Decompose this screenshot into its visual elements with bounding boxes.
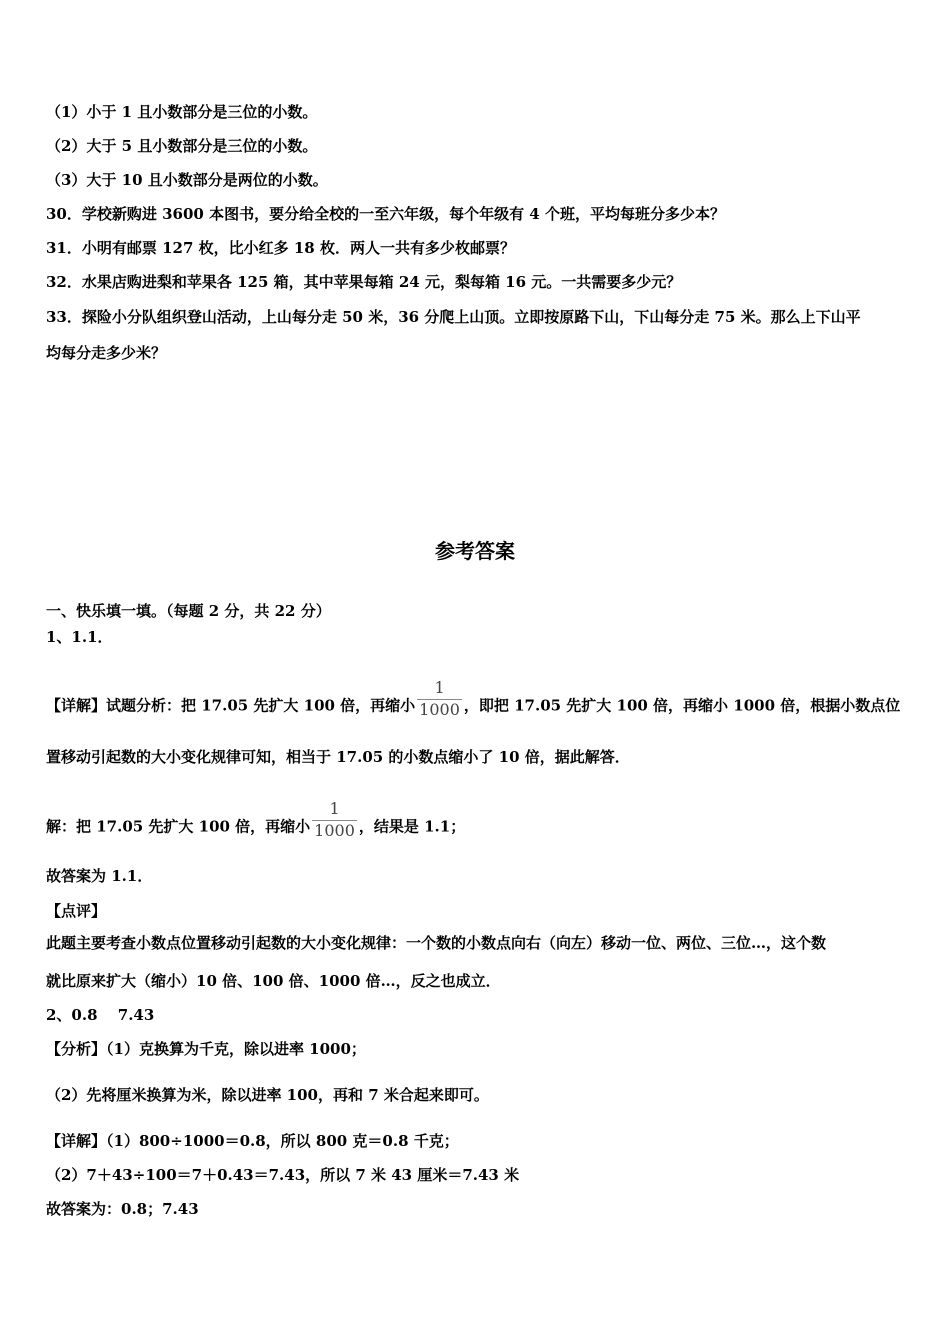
question-33-line-1: 33．探险小分队组织登山活动，上山每分走 50 米，36 分爬上山顶。立即按原路下山，下山每分走 75 米。那么上下山平 [46, 308, 861, 326]
fraction-one-thousandth [312, 798, 357, 841]
fraction-denominator: 1000 [419, 700, 460, 719]
answer-1-solution [46, 799, 466, 849]
answer-1-comment-line-1: 此题主要考查小数点位置移动引起数的大小变化规律：一个数的小数点向右（向左）移动一位、两位、三位…，这个数 [46, 934, 827, 952]
answer-1-detail-line-2: 置移动引起数的大小变化规律可知，相当于 17.05 的小数点缩小了 10 倍，据此解答． [46, 748, 630, 766]
question-31: 31．小明有邮票 127 枚，比小红多 18 枚．两人一共有多少枚邮票？ [46, 239, 515, 257]
answer-2-conclusion: 故答案为：0.8；7.43 [46, 1200, 199, 1218]
answer-1-detail-line-1 [46, 678, 901, 728]
question-29-part-1: （1）小于 1 且小数部分是三位的小数。 [46, 103, 318, 121]
answer-1-solution-text-b: ，结果是 1.1； [358, 817, 466, 836]
answer-2-head: 2、0.8 7.43 [46, 1006, 155, 1024]
answer-1-solution-text-a: 解：把 17.05 先扩大 100 倍，再缩小 [46, 817, 311, 836]
fraction-denominator: 1000 [314, 821, 355, 840]
answer-2-analysis-1: 【分析】（1）克换算为千克，除以进率 1000； [46, 1040, 366, 1058]
question-33-line-2: 均每分走多少米？ [46, 344, 167, 362]
answers-title: 参考答案 [435, 539, 515, 563]
answer-2-detail-1: 【详解】（1）800÷1000＝0.8，所以 800 克＝0.8 千克； [46, 1132, 459, 1150]
question-30: 30．学校新购进 3600 本图书，要分给全校的一至六年级，每个年级有 4 个班，平均每班分多少本？ [46, 205, 725, 223]
answer-1-head: 1、1.1． [46, 628, 113, 646]
answer-1-detail-text-b: ，即把 17.05 先扩大 100 倍，再缩小 1000 倍，根据小数点位 [463, 696, 901, 715]
answer-2-analysis-2: （2）先将厘米换算为米，除以进率 100，再和 7 米合起来即可。 [46, 1086, 489, 1104]
question-29-part-3: （3）大于 10 且小数部分是两位的小数。 [46, 171, 328, 189]
answer-2-detail-2: （2）7＋43÷100＝7＋0.43＝7.43，所以 7 米 43 厘米＝7.43 米 [46, 1166, 520, 1184]
fraction-numerator: 1 [434, 678, 445, 697]
answer-1-conclusion: 故答案为 1.1． [46, 867, 153, 885]
answer-1-comment-line-2: 就比原来扩大（缩小）10 倍、100 倍、1000 倍…，反之也成立． [46, 972, 501, 990]
question-32: 32．水果店购进梨和苹果各 125 箱，其中苹果每箱 24 元，梨每箱 16 元。一共需要多少元？ [46, 273, 682, 291]
section-1-heading: 一、快乐填一填。（每题 2 分，共 22 分） [46, 602, 331, 620]
fraction-one-thousandth [417, 677, 462, 720]
question-29-part-2: （2）大于 5 且小数部分是三位的小数。 [46, 137, 318, 155]
answer-1-detail-text-a: 【详解】试题分析：把 17.05 先扩大 100 倍，再缩小 [46, 696, 416, 715]
fraction-numerator: 1 [329, 799, 340, 818]
answer-1-comment-label: 【点评】 [46, 902, 107, 920]
